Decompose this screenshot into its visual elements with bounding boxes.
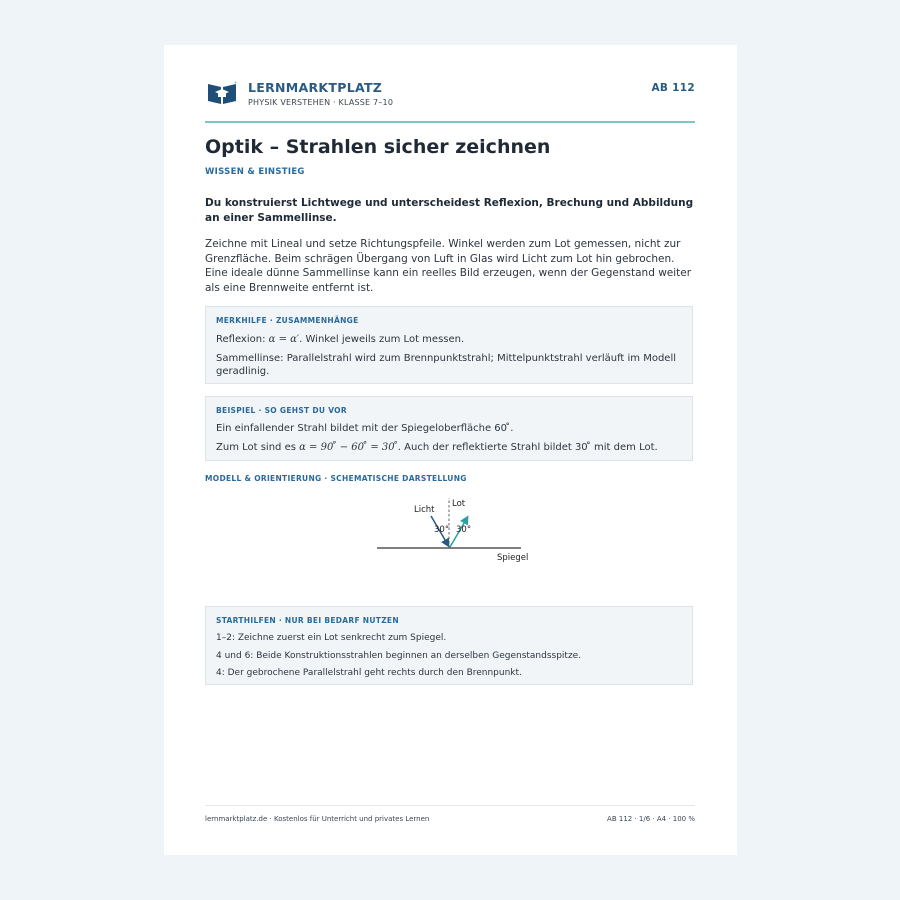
header-divider — [205, 121, 695, 123]
starthilfe-item: 4: Der gebrochene Parallelstrahl geht rechts durch den Brennpunkt. — [216, 668, 522, 678]
merkhilfe-heading: MERKHILFE · ZUSAMMENHÄNGE — [216, 316, 359, 325]
beispiel-box — [205, 396, 693, 461]
lead-paragraph: Du konstruierst Lichtwege und unterscheidest Reflexion, Brechung und Abbildung an einer Sammellinse. — [205, 197, 694, 224]
merkhilfe-line-reflexion: Reflexion: α = α′. Winkel jeweils zum Lot messen. — [216, 334, 465, 345]
label-mirror: Spiegel — [497, 553, 529, 563]
beispiel-heading: BEISPIEL · SO GEHST DU VOR — [216, 406, 347, 415]
footer-divider — [205, 805, 695, 806]
starthilfen-box — [205, 606, 693, 685]
label-angle-in: 30° — [434, 525, 450, 535]
merkhilfe-box — [205, 306, 693, 384]
section-kicker: WISSEN & EINSTIEG — [205, 167, 305, 177]
starthilfe-item: 4 und 6: Beide Konstruktionsstrahlen beginnen an derselben Gegenstandsspitze. — [216, 650, 582, 661]
intro-paragraph: Zeichne mit Lineal und setze Richtungspfeile. Winkel werden zum Lot gemessen, nicht zur Grenzfläche. Beim schrägen Übergang von Luft in Glas wird Licht zum Lot hin gebrochen. Eine ideale dünne Sammellinse kann ein reelles Bild erzeugen, wenn der Gegenstand weiter als eine Brennweite entfernt ist. — [205, 238, 692, 294]
book-graduation-cap-icon — [207, 81, 237, 105]
label-normal: Lot — [452, 499, 466, 509]
worksheet-page — [164, 45, 737, 855]
footer-right: AB 112 · 1/6 · A4 · 100 % — [607, 815, 695, 823]
label-light: Licht — [414, 505, 435, 515]
reflection-diagram — [369, 492, 549, 567]
starthilfen-heading: STARTHILFEN · NUR BEI BEDARF NUTZEN — [216, 616, 399, 625]
brand-name: LERNMARKTPLATZ — [248, 80, 383, 95]
document-id: AB 112 — [651, 82, 695, 94]
label-angle-out: 30° — [456, 525, 472, 535]
footer-left: lernmarktplatz.de · Kostenlos für Unterricht und privates Lernen — [205, 815, 430, 823]
starthilfe-item: 1–2: Zeichne zuerst ein Lot senkrecht zum Spiegel. — [216, 633, 447, 643]
brand-subtitle: PHYSIK VERSTEHEN · KLASSE 7–10 — [248, 98, 394, 107]
page-title: Optik – Strahlen sicher zeichnen — [205, 136, 551, 158]
beispiel-line-2: Zum Lot sind es α = 90 ̊ − 60 ̊ = 30 ̊. Auch der reflektierte Strahl bildet 30 ̊ mit dem Lot. — [216, 441, 658, 453]
beispiel-line-1: Ein einfallender Strahl bildet mit der Spiegeloberfläche 60 ̊. — [216, 423, 514, 434]
merkhilfe-line-sammellinse: Sammellinse: Parallelstrahl wird zum Brennpunktstrahl; Mittelpunktstrahl verläuft im Modell geradlinig. — [216, 352, 677, 377]
figure-heading: MODELL & ORIENTIERUNG · SCHEMATISCHE DARSTELLUNG — [205, 474, 467, 483]
